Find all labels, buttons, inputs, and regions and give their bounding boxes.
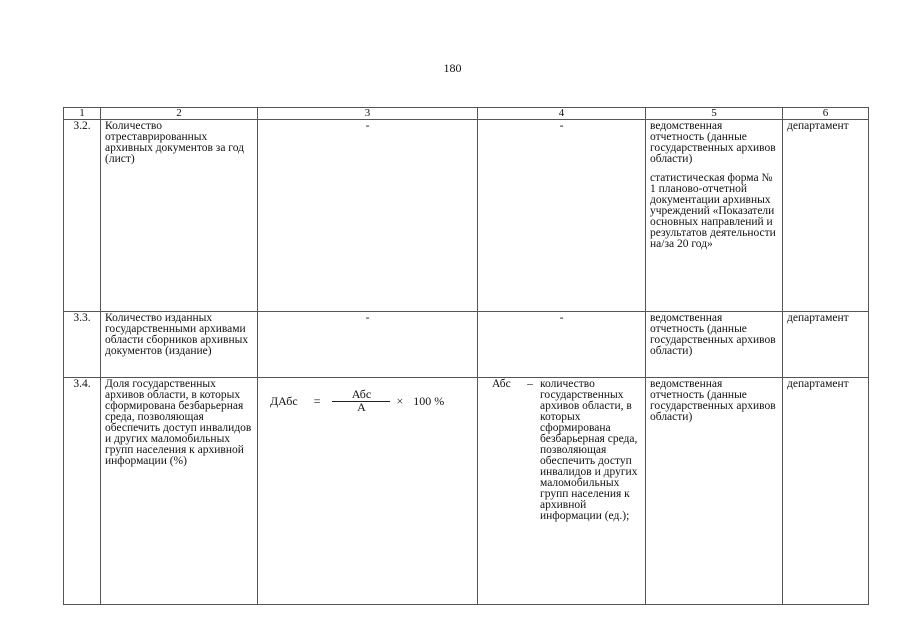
source-text: ведомственная отчетность (данные государственных архивов области) — [650, 312, 776, 357]
indicator-name: Количество изданных государственными архивами области сборников архивных документов (издание) — [101, 312, 258, 378]
table-row — [64, 120, 869, 312]
legend-cell: - — [478, 312, 646, 378]
formula-cell: - — [258, 312, 478, 378]
formula-fraction — [332, 389, 390, 413]
column-header: 3 — [258, 108, 478, 120]
column-header: 2 — [101, 108, 258, 120]
responsible-cell: департамент — [783, 120, 869, 312]
row-number: 3.2. — [64, 120, 101, 312]
column-header: 6 — [783, 108, 869, 120]
responsible-cell: департамент — [783, 378, 869, 605]
responsible-cell: департамент — [783, 312, 869, 378]
row-number: 3.4. — [64, 378, 101, 605]
legend-symbol: Абс — [492, 378, 511, 390]
table-row — [64, 378, 869, 605]
formula-percent: 100 % — [413, 393, 445, 408]
table-header-row — [64, 108, 869, 120]
formula — [262, 379, 473, 413]
indicator-name: Доля государственных архивов области, в которых сформирована безбарьерная среда, позволяющая обеспечить доступ инвалидов и других маломобильных групп населения к архивной информации (%) — [101, 378, 258, 605]
source-text: статистическая форма № 1 планово-отчетной документации архивных учреждений «Показатели основных направлений и результатов деятельности на/за 20 год» — [650, 172, 776, 250]
formula-denominator: А — [357, 400, 366, 414]
formula-times: × — [396, 393, 404, 408]
column-header: 5 — [646, 108, 783, 120]
column-header: 4 — [478, 108, 646, 120]
table-row — [64, 312, 869, 378]
legend-dash: – — [527, 378, 533, 390]
legend-entry — [482, 379, 641, 522]
formula-cell: - — [258, 120, 478, 312]
source-cell — [646, 312, 783, 378]
legend-cell — [478, 378, 646, 605]
source-text: ведомственная отчетность (данные государственных архивов области) — [650, 120, 776, 165]
page-number: 180 — [443, 61, 462, 75]
source-text: ведомственная отчетность (данные государственных архивов области) — [650, 378, 776, 423]
legend-cell: - — [478, 120, 646, 312]
formula-numerator: Абс — [332, 389, 390, 402]
formula-lhs: ДАбс — [270, 393, 298, 408]
formula-cell — [258, 378, 478, 605]
row-number: 3.3. — [64, 312, 101, 378]
formula-equals: = — [313, 393, 321, 408]
indicator-table — [63, 107, 869, 605]
indicator-name: Количество отреставрированных архивных документов за год (лист) — [101, 120, 258, 312]
source-cell — [646, 378, 783, 605]
column-header: 1 — [64, 108, 101, 120]
legend-text: количество государственных архивов области, в которых сформирована безбарьерная среда, позволяющая обеспечить доступ инвалидов и других маломобильных групп населения к архивной информации (ед.); — [540, 378, 638, 522]
source-cell — [646, 120, 783, 312]
